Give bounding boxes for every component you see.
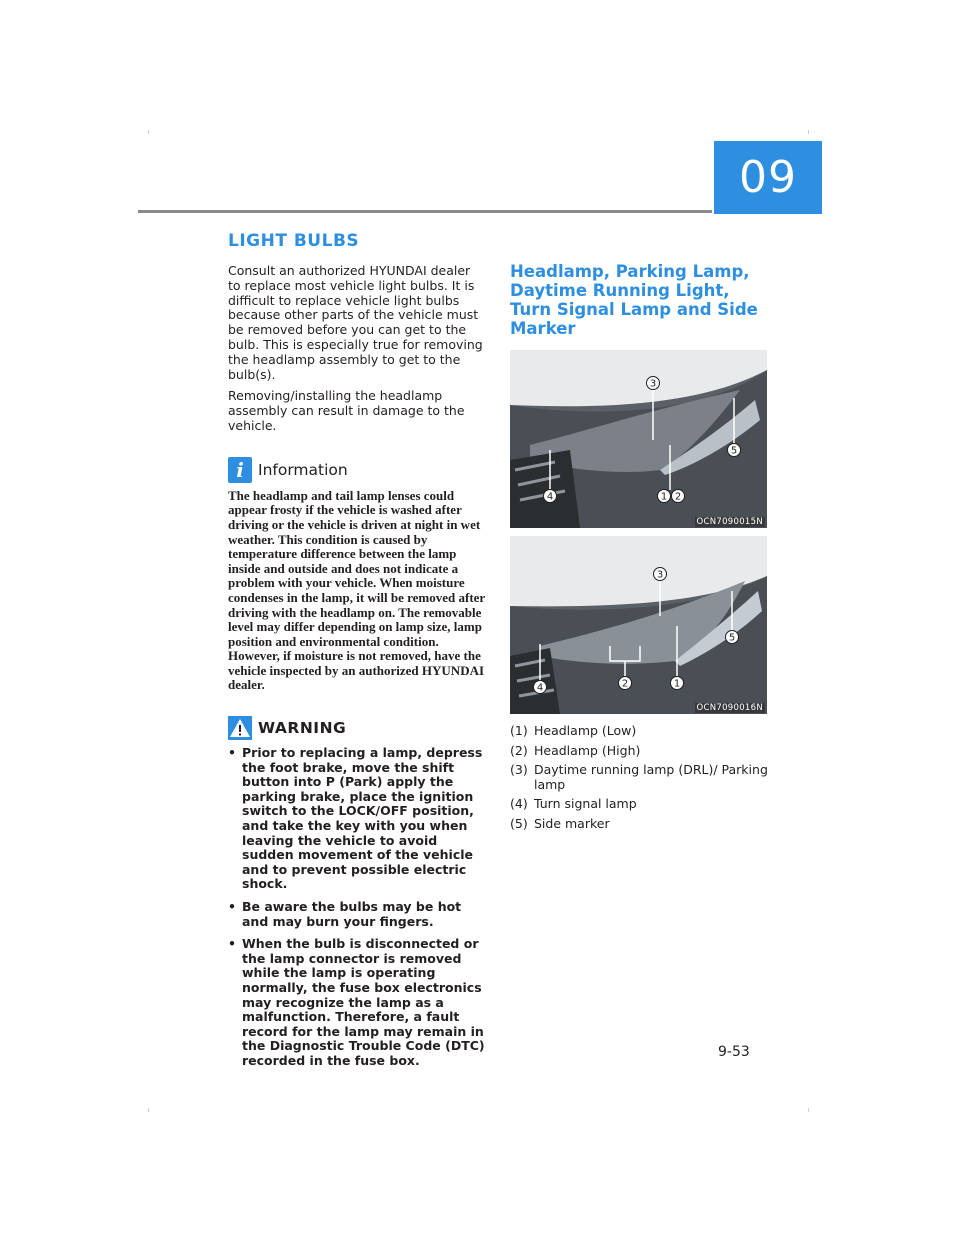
legend-list	[510, 724, 770, 832]
callout-2: 2	[621, 678, 629, 690]
warning-item: • Be aware the bulbs may be hot and may burn your fingers.	[228, 900, 486, 929]
legend-label: Headlamp (High)	[534, 742, 641, 758]
chapter-tab	[714, 141, 822, 214]
crop-mark	[148, 130, 149, 134]
headlamp-figure-low	[510, 350, 767, 528]
legend-label: Side marker	[534, 815, 610, 831]
callout-5: 5	[728, 632, 736, 644]
warning-title: WARNING	[258, 719, 347, 738]
header-rule	[138, 210, 712, 213]
headlamp-illustration	[510, 350, 767, 528]
legend-number: (5)	[510, 815, 528, 831]
information-title: Information	[258, 460, 348, 479]
callout-3: 3	[656, 569, 664, 581]
legend-item	[510, 817, 770, 832]
intro-paragraph: Removing/installing the headlamp assembly can result in damage to the vehicle.	[228, 388, 465, 433]
callout-2: 2	[674, 491, 682, 503]
figure-code: OCN7090015N	[696, 517, 763, 527]
legend-item	[510, 763, 770, 792]
information-body: The headlamp and tail lamp lenses could appear frosty if the vehicle is washed after driving or the vehicle is driven at night in wet weather. This condition is caused by temperature difference between the lamp inside and outside and does not indicate a problem with your vehicle. When moisture condenses in the lamp, it will be removed after driving with the headlamp on. The removable level may differ depending on lamp size, lamp position and environmental condition. However, if moisture is not removed, have the vehicle inspected by an authorized HYUNDAI dealer.	[228, 487, 485, 693]
legend-number: (4)	[510, 796, 528, 812]
legend-label: Daytime running lamp (DRL)/ Parking lamp	[534, 762, 768, 792]
page-number: 9-53	[718, 1044, 750, 1060]
legend-label: Turn signal lamp	[534, 796, 637, 812]
crop-mark	[148, 1108, 149, 1112]
warning-list	[228, 746, 486, 1068]
warning-item: • When the bulb is disconnected or the lamp connector is removed while the lamp is operating normally, the fuse box electronics may recognize the lamp as a malfunction. Therefore, a fault record for the lamp may remain in the Diagnostic Trouble Code (DTC) recorded in the fuse box.	[228, 937, 486, 1068]
right-column	[510, 262, 770, 837]
chapter-number: 09	[739, 152, 797, 203]
legend-item	[510, 744, 770, 759]
callout-4: 4	[536, 682, 544, 694]
legend-number: (3)	[510, 762, 528, 778]
callout-1: 1	[660, 491, 668, 503]
warning-item: • Prior to replacing a lamp, depress the foot brake, move the shift button into P (Park) apply the parking brake, place the ignition switch to the LOCK/OFF position, and take the key with you when leaving the vehicle to avoid sudden movement of the vehicle and to prevent possible electric shock.	[228, 746, 486, 892]
figure-code: OCN7090016N	[696, 703, 763, 713]
warning-icon	[228, 716, 252, 740]
legend-item	[510, 724, 770, 739]
crop-mark	[808, 130, 809, 134]
information-header	[228, 457, 486, 483]
callout-4: 4	[546, 491, 554, 503]
headlamp-illustration	[510, 536, 767, 714]
section-title: LIGHT BULBS	[228, 231, 360, 251]
legend-label: Headlamp (Low)	[534, 723, 637, 738]
subsection-title: Headlamp, Parking Lamp, Daytime Running Light, Turn Signal Lamp and Side Marker	[510, 262, 758, 338]
legend-number: (2)	[510, 742, 528, 758]
callout-3: 3	[649, 378, 657, 390]
legend-number: (1)	[510, 723, 528, 738]
intro-paragraph: Consult an authorized HYUNDAI dealer to replace most vehicle light bulbs. It is difficult to replace vehicle light bulbs because other parts of the vehicle must be removed before you can get to the bulb. This is especially true for removing the headlamp assembly to get to the bulb(s).	[228, 263, 483, 382]
callout-5: 5	[730, 445, 738, 457]
warning-header	[228, 716, 486, 740]
headlamp-figure-high	[510, 536, 767, 714]
callout-1: 1	[673, 678, 681, 690]
left-column	[228, 264, 486, 1077]
legend-item	[510, 797, 770, 812]
crop-mark	[808, 1108, 809, 1112]
info-icon: i	[228, 457, 252, 483]
